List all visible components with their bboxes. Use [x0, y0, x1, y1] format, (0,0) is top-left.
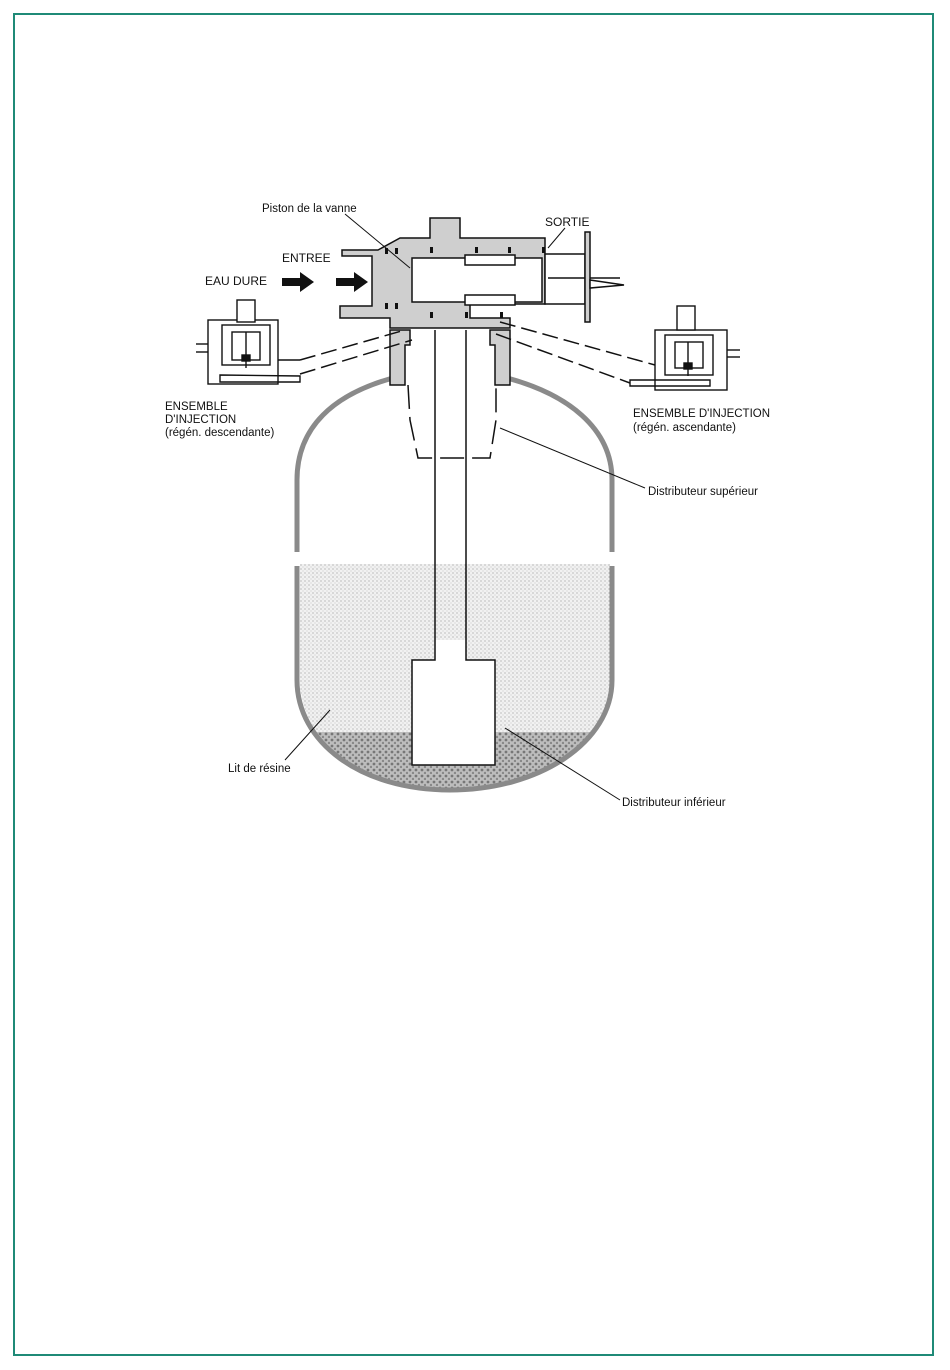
label-distrib-inf: Distributeur inférieur	[622, 797, 726, 809]
injector-left	[196, 300, 300, 384]
arrow-icon	[282, 272, 314, 292]
label-distrib-sup: Distributeur supérieur	[648, 486, 758, 498]
label-lit-resine: Lit de résine	[228, 763, 291, 775]
valve-body	[340, 218, 624, 328]
label-piston: Piston de la vanne	[262, 203, 357, 215]
injector-right	[630, 306, 740, 390]
label-injection-left-3: (régén. descendante)	[165, 427, 275, 439]
tank-neck	[390, 330, 510, 385]
label-injection-right-2: (régén. ascendante)	[633, 422, 736, 434]
label-sortie: SORTIE	[545, 215, 590, 229]
label-eau-dure: EAU DURE	[205, 274, 268, 288]
inlet-arrows	[282, 272, 368, 292]
injection-lines-right	[496, 322, 655, 383]
label-injection-right-1: ENSEMBLE D'INJECTION	[633, 408, 771, 420]
label-injection-left-1: ENSEMBLE	[165, 401, 228, 413]
label-injection-left-2: D'INJECTION	[165, 414, 237, 426]
arrow-icon	[336, 272, 368, 292]
label-entree: ENTREE	[282, 251, 331, 265]
